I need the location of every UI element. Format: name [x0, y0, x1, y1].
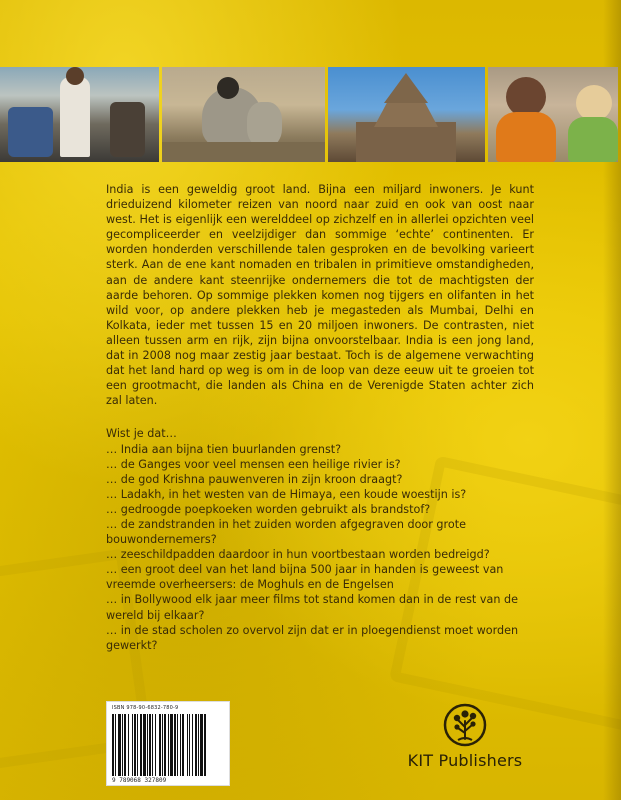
intro-paragraph: India is een geweldig groot land. Bijna een miljard inwoners. Je kunt drieduizend kilometer reizen van noord naar zuid en ook van oost naar west. Het is eigenlijk een werelddeel op zichzelf en in allerlei opzichten veel gecompliceerder en veelzijdiger dan sommige ‘echte’ continenten. Er worden honderden verschillende talen gesproken en de bevolking varieert sterk. Aan de ene kant nomaden en tribalen in primitieve omstandigheden, aan de andere kant steenrijke ondernemers die tot de machtigsten der aarde behoren. Op sommige plekken komen nog tijgers en olifanten in het wild voor, op andere plekken heb je megasteden als Mumbai, Delhi en Kolkata, ieder met tussen 15 en 20 miljoen inwoners. De contrasten, niet alleen tussen arm en rijk, zijn bijna onvoorstelbaar. India is een jong land, dat in 2008 nog maar zestig jaar bestaat. Toch is de algemene verwachting dat het land hard op weg is om in de loop van deze eeuw uit te groeien tot een grootmacht, die landen als China en de Verenigde Staten achter zich zal laten. [106, 183, 534, 408]
fact-item: … Ladakh, in het westen van de Himaya, een koude woestijn is? [106, 487, 467, 501]
publisher-name: KIT Publishers [407, 751, 523, 770]
barcode-digits: 9 789068 327809 [112, 777, 167, 784]
fact-item: … de Ganges voor veel mensen een heilige rivier is? [106, 457, 401, 471]
barcode-bars [112, 714, 224, 776]
blurb-text [106, 182, 534, 653]
fact-item: … in de stad scholen zo overvol zijn dat er in ploegendienst moet worden gewerkt? [106, 623, 519, 652]
photo-langur-monkeys [162, 67, 325, 162]
wist-je-dat-heading: Wist je dat… [106, 427, 177, 441]
isbn-label: ISBN 978-90-6832-780-9 [112, 705, 179, 711]
fact-item: … de zandstranden in het zuiden worden afgegraven door grote bouwondernemers? [106, 517, 466, 547]
fact-item: … in Bollywood elk jaar meer films tot stand komen dan in de rest van de wereld bij elkaar? [106, 593, 518, 622]
fact-item: … de god Krishna pauwenveren in zijn kroon draagt? [106, 472, 403, 486]
fact-item: … gedroogde poepkoeken worden gebruikt als brandstof? [106, 502, 431, 516]
tree-logo-icon [443, 703, 487, 747]
fact-item: … zeeschildpadden daardoor in hun voortbestaan worden bedreigd? [106, 548, 490, 562]
publisher-block [390, 703, 540, 770]
photo-street-scene [0, 67, 159, 162]
facts-list [106, 442, 534, 653]
isbn-barcode [106, 701, 230, 786]
fact-item: … India aan bijna tien buurlanden grenst? [106, 442, 342, 456]
photo-children [488, 67, 618, 162]
photo-temple [328, 67, 485, 162]
fact-item: … een groot deel van het land bijna 500 jaar in handen is geweest van vreemde overheersers: de Moghuls en de Engelsen [106, 563, 504, 592]
photo-strip [0, 67, 621, 162]
